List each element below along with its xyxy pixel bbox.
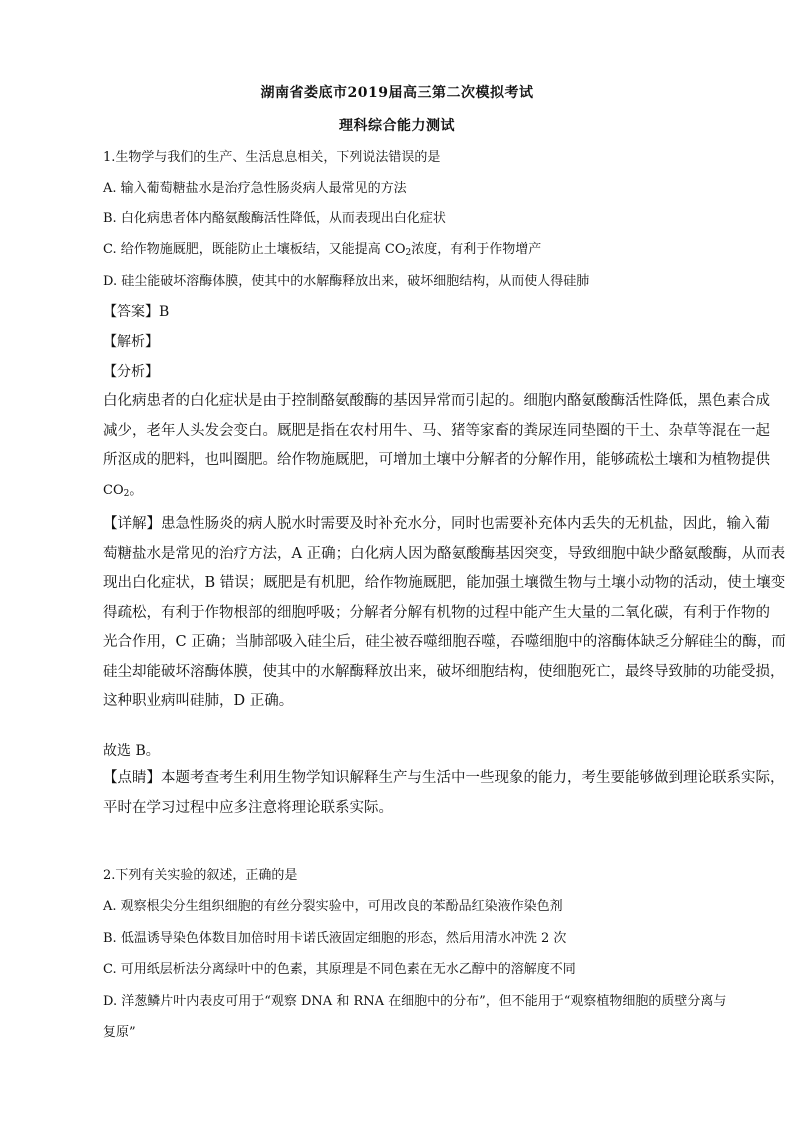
question-1-stem: 1.生物学与我们的生产、生活息息相关，下列说法错误的是 — [103, 150, 441, 165]
jiexi-label: 【解析】 — [103, 334, 159, 350]
comment-paragraph — [103, 764, 785, 823]
question-1-option-c — [103, 238, 541, 258]
option-c-text-end: 浓度，有利于作物增产 — [411, 242, 542, 257]
comment-line: 【点睛】本题考查考生利用生物学知识解释生产与生活中一些现象的能力，考生要能够做到理论联系实际， — [103, 770, 785, 786]
question-2-option-a: A. 观察根尖分生组织细胞的有丝分裂实验中，可用改良的苯酚品红染液作染色剂 — [103, 899, 563, 914]
question-2-stem: 2.下列有关实验的叙述，正确的是 — [103, 868, 298, 883]
co2-text: CO — [103, 482, 124, 498]
choose-line: 故选 B。 — [103, 743, 160, 759]
analysis-line: 白化病患者的白化症状是由于控制酪氨酸酶的基因异常而引起的。细胞内酪氨酸酶活性降低，黑色素合成 — [103, 393, 770, 409]
detail-line: 得疏松，有利于作物根部的细胞呼吸；分解者分解有机物的过程中能产生大量的二氧化碳，有利于作物的 — [103, 604, 770, 621]
question-1-option-a: A. 输入葡萄糖盐水是治疗急性肠炎病人最常见的方法 — [103, 181, 407, 196]
question-2-option-c: C. 可用纸层析法分离绿叶中的色素，其原理是不同色素在无水乙醇中的溶解度不同 — [103, 962, 576, 977]
question-2-option-b: B. 低温诱导染色体数目加倍时用卡诺氏液固定细胞的形态，然后用清水冲洗 2 次 — [103, 931, 567, 946]
comment-line: 平时在学习过程中应多注意将理论联系实际。 — [103, 799, 393, 816]
analysis-paragraph — [103, 387, 770, 509]
detail-line: 硅尘却能破坏溶酶体膜，使其中的水解酶释放出来，破坏细胞结构，使细胞死亡，最终导致肺的功能受损， — [103, 663, 785, 680]
question-1-option-d: D. 硅尘能破坏溶酶体膜，使其中的水解酶释放出来，破坏细胞结构，从而使人得硅肺 — [103, 274, 590, 289]
option-c-subscript: 2 — [405, 248, 412, 258]
analysis-line: 所沤成的肥料，也叫圈肥。给作物施厩肥，可增加土壤中分解者的分解作用，能够疏松土壤和为植物提供 — [103, 452, 770, 468]
detail-line: 现出白化症状，B 错误；厩肥是有机肥，给作物施厩肥，能加强土壤微生物与土壤小动物的活动，使土壤变 — [103, 575, 786, 591]
question-2-option-d: D. 洋葱鳞片叶内表皮可用于“观察 DNA 和 RNA 在细胞中的分布”，但不能用于“观察植物细胞的质壁分离与 — [103, 994, 727, 1009]
detail-line: 萄糖盐水是常见的治疗方法，A 正确；白化病人因为酪氨酸酶基因突变，导致细胞中缺少酪氨酸酶，从而表 — [103, 545, 786, 562]
analysis-line — [103, 476, 703, 510]
option-c-text: C. 给作物施厩肥，既能防止土壤板结，又能提高 CO — [103, 242, 406, 257]
answer-label: 【答案】B — [103, 304, 170, 320]
exam-title: 湖南省娄底市2019届高三第二次模拟考试 — [260, 85, 534, 101]
detail-line: 光合作用，C 正确；当肺部吸入硅尘后，硅尘被吞噬细胞吞噬，吞噬细胞中的溶酶体缺乏分解硅尘的酶，而 — [103, 634, 786, 650]
question-2-option-d-cont: 复原” — [103, 1025, 136, 1040]
detail-line: 【详解】患急性肠炎的病人脱水时需要及时补充水分，同时也需要补充体内丢失的无机盐，因此，输入葡 — [103, 516, 770, 532]
exam-subtitle: 理科综合能力测试 — [339, 118, 455, 134]
detail-paragraph — [103, 510, 786, 717]
detail-line: 这种职业病叫硅肺，D 正确。 — [103, 693, 294, 709]
analysis-line: 减少，老年人头发会变白。厩肥是指在农村用牛、马、猪等家畜的粪尿连同垫圈的干土、杂草等混在一起 — [103, 422, 770, 439]
fenxi-label: 【分析】 — [103, 364, 159, 380]
co2-end: 。 — [129, 482, 143, 498]
co2-subscript: 2 — [123, 488, 130, 499]
question-1-option-b: B. 白化病患者体内酪氨酸酶活性降低，从而表现出白化症状 — [103, 211, 446, 226]
